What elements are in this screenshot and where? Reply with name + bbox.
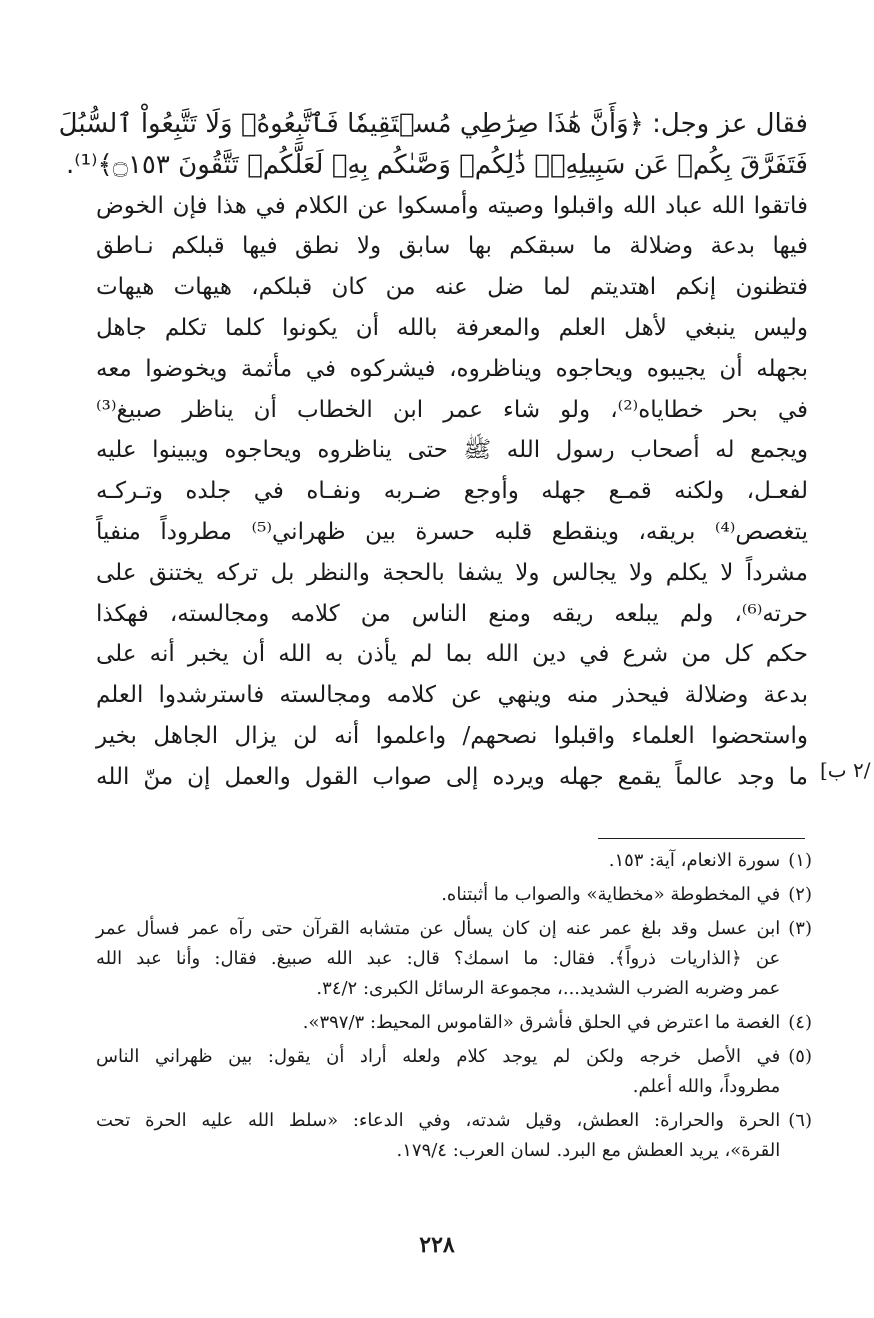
footnote-number: (١) bbox=[788, 850, 812, 871]
body-line: فتظنون إنكم اهتديتم لما ضل عنه من كان قبلكم، هيهات هيهات bbox=[96, 274, 808, 301]
footnote-line: الحرة والحرارة: العطش، وقيل شدته، وفي الدعاء: «سلط الله عليه الحرة تحت bbox=[96, 1110, 781, 1131]
main-text bbox=[58, 104, 808, 798]
footnote-5 bbox=[96, 1042, 812, 1102]
page-number: ٢٢٨ bbox=[419, 1232, 455, 1258]
body-line: حكم كل من شرع في دين الله بما لم يأذن به الله أن يخبر أنه على bbox=[96, 641, 808, 668]
body-line: ويجمع له أصحاب رسول الله ﷺ حتى يناظروه ويحاجوه ويبينوا عليه bbox=[96, 437, 808, 464]
footnote-number: (٥) bbox=[788, 1046, 812, 1067]
footnote-line: القرة»، يريد العطش مع البرد. لسان العرب: ١٧٩/٤. bbox=[396, 1140, 781, 1161]
footnote-line: ابن عسل وقد بلغ عمر عنه إن كان يسأل عن متشابه القرآن حتى رآه عمر فسأل عمر bbox=[96, 918, 781, 939]
footnote-number: (٣) bbox=[788, 918, 812, 939]
body-line: فيها بدعة وضلالة ما سبقكم بها سابق ولا نطق فيها قبلكم نـاطق bbox=[96, 233, 808, 260]
footnote-6 bbox=[96, 1106, 812, 1166]
body-line: حرته⁽⁶⁾، ولم يبلعه ريقه ومنع الناس من كلامه ومجالسته، فهكذا bbox=[96, 600, 808, 627]
footnote-line: في الأصل خرجه ولكن لم يوجد كلام ولعله أراد أن يقول: بين ظهراني الناس bbox=[96, 1046, 781, 1067]
footnote-3 bbox=[96, 914, 812, 1004]
footnote-line: الغصة ما اعترض في الحلق فأشرق «القاموس المحيط: ٣٩٧/٣». bbox=[302, 1012, 781, 1033]
footnote-4 bbox=[96, 1008, 812, 1038]
body-line: بجهله أن يجيبوه ويحاجوه ويناظروه، فيشركوه في مأثمة ويخوضوا معه bbox=[96, 355, 808, 382]
body-line: في بحر خطاياه⁽²⁾، ولو شاء عمر ابن الخطاب أن يناظر صبيغ⁽³⁾ bbox=[96, 396, 808, 423]
footnote-number: (٢) bbox=[788, 884, 812, 905]
body-line: مشرداً لا يكلم ولا يجالس ولا يشفا بالحجة والنظر بل تركه يختنق على bbox=[96, 559, 808, 586]
footnote-number: (٤) bbox=[788, 1012, 812, 1033]
footnote-line: عن ﴿الذاريات ذرواً﴾. فقال: ما اسمك؟ قال: عبد الله صبيغ. فقال: وأنا عبد الله bbox=[96, 948, 781, 969]
body-line: لفعـل، ولكنه قمـع جهله وأوجع ضـربه ونفـاه في جلده وتـركـه bbox=[96, 478, 808, 505]
footnotes bbox=[96, 846, 812, 1170]
folio-margin-note: /٢ ب] bbox=[820, 758, 871, 782]
footnote-1 bbox=[96, 846, 812, 876]
body-line: بدعة وضلالة فيحذر منه وينهي عن كلامه ومجالسته فاسترشدوا العلم bbox=[96, 682, 808, 709]
body-line: واستحضوا العلماء واقبلوا نصحهم/ واعلموا أنه لن يزال الجاهل بخير bbox=[96, 722, 808, 749]
body-line: ما وجد عالماً يقمع جهله ويرده إلى صواب القول والعمل إن منّ الله bbox=[96, 763, 808, 790]
body-line: يتغصص⁽⁴⁾ بريقه، وينقطع قلبه حسرة بين ظهراني⁽⁵⁾ مطروداً منفياً bbox=[96, 518, 808, 545]
footnote-line: مطروداً، والله أعلم. bbox=[632, 1076, 781, 1097]
footnote-number: (٦) bbox=[788, 1110, 812, 1131]
body-line: فقال عز وجل: ﴿وَأَنَّ هَٰذَا صِرَٰطِي مُسۡتَقِيمٗا فَٱتَّبِعُوهُۖ وَلَا تَتَّبِعُواْ ٱلسُّبُلَ bbox=[58, 109, 808, 139]
footnote-line: سورة الانعام، آية: ١٥٣. bbox=[608, 850, 781, 871]
footnote-separator bbox=[598, 838, 805, 839]
body-line: فَتَفَرَّقَ بِكُمۡ عَن سَبِيلِهِۦۚ ذَٰلِكُمۡ وَصَّىٰكُم بِهِۦ لَعَلَّكُمۡ تَتَّقُونَ ۝١٥٣﴾⁽¹⁾. bbox=[65, 149, 808, 180]
footnote-line: في المخطوطة «مخطاية» والصواب ما أثبتناه. bbox=[441, 884, 781, 905]
footnote-line: عمر وضربه الضرب الشديد...، مجموعة الرسائل الكبرى: ٣٤/٢. bbox=[316, 978, 781, 999]
footnote-2 bbox=[96, 880, 812, 910]
body-line: وليس ينبغي لأهل العلم والمعرفة بالله أن يكونوا كلما تكلم جاهل bbox=[96, 314, 808, 341]
body-line: فاتقوا الله عباد الله واقبلوا وصيته وأمسكوا عن الكلام في هذا فإن الخوض bbox=[96, 192, 808, 219]
